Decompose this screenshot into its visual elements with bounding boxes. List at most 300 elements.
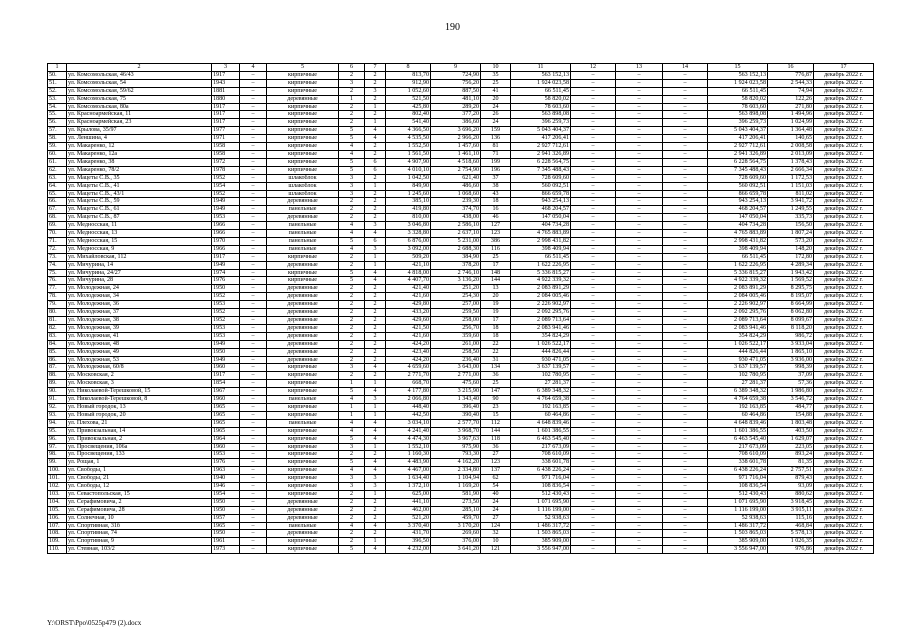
table-cell: 2 008,58	[768, 143, 814, 151]
table-cell: панельные	[267, 522, 339, 530]
table-cell: 37,09	[768, 372, 814, 380]
table-cell: 147	[481, 388, 511, 396]
table-cell: 3 136,20	[431, 277, 481, 285]
table-cell: –	[663, 522, 708, 530]
table-cell: 930 471,05	[511, 356, 571, 364]
table-cell: –	[616, 483, 663, 491]
table-cell: –	[571, 324, 616, 332]
table-cell: 236,40	[431, 356, 481, 364]
table-cell: 6 438 226,24	[511, 467, 571, 475]
table-cell: 122,26	[768, 95, 814, 103]
table-cell: 23	[481, 403, 511, 411]
table-cell: 258,00	[431, 317, 481, 325]
table-row	[48, 190, 874, 198]
table-cell: 573,20	[768, 237, 814, 245]
table-cell: 81.	[48, 317, 67, 325]
table-cell: 109.	[48, 538, 67, 546]
table-cell: –	[240, 166, 267, 174]
table-cell: 1 026 522,17	[708, 340, 768, 348]
table-cell: 1 457,60	[431, 143, 481, 151]
table-cell: 1 986,80	[768, 388, 814, 396]
table-cell: 793,30	[431, 451, 481, 459]
table-cell: 1967	[212, 388, 240, 396]
table-cell: –	[240, 253, 267, 261]
table-cell: –	[240, 498, 267, 506]
table-cell: 1	[339, 403, 365, 411]
table-cell: 1 486 317,72	[708, 522, 768, 530]
table-cell: –	[240, 293, 267, 301]
table-cell: 271,80	[768, 103, 814, 111]
table-cell: декабрь 2022 г.	[814, 103, 874, 111]
table-cell: 8 195,07	[768, 293, 814, 301]
table-cell: 36	[481, 443, 511, 451]
table-cell: –	[240, 372, 267, 380]
table-cell: –	[571, 451, 616, 459]
table-cell: 15	[481, 411, 511, 419]
table-cell: 429,60	[386, 317, 431, 325]
table-cell: 421,60	[386, 293, 431, 301]
table-cell: 2 013,09	[768, 150, 814, 158]
table-cell: декабрь 2022 г.	[814, 348, 874, 356]
table-cell: деревянные	[267, 348, 339, 356]
table-cell: 69.	[48, 222, 67, 230]
table-cell: 127	[481, 222, 511, 230]
table-cell: 2 746,10	[431, 269, 481, 277]
table-cell: 1940	[212, 475, 240, 483]
table-cell: –	[240, 190, 267, 198]
table-cell: 4	[365, 135, 386, 143]
table-cell: 27	[481, 451, 511, 459]
table-cell: 2 544,33	[768, 79, 814, 87]
table-cell: 943 254,13	[708, 198, 768, 206]
table-cell: 1 151,03	[768, 182, 814, 190]
table-cell: 1953	[212, 324, 240, 332]
table-cell: 2 083 941,46	[708, 324, 768, 332]
table-row	[48, 546, 874, 554]
table-cell: –	[571, 222, 616, 230]
table-cell: декабрь 2022 г.	[814, 317, 874, 325]
table-cell: 419,80	[386, 206, 431, 214]
table-cell: 1917	[212, 372, 240, 380]
table-cell: 4	[365, 277, 386, 285]
table-cell: –	[616, 103, 663, 111]
table-cell: 144	[481, 277, 511, 285]
table-cell: 2	[365, 206, 386, 214]
table-cell: 22	[481, 340, 511, 348]
table-cell: –	[663, 317, 708, 325]
table-cell: –	[571, 538, 616, 546]
table-cell: 1965	[212, 522, 240, 530]
table-cell: 1	[365, 411, 386, 419]
table-cell: 1 160,30	[386, 451, 431, 459]
table-cell: 4 535,50	[386, 135, 431, 143]
table-cell: –	[616, 309, 663, 317]
table-cell: –	[616, 538, 663, 546]
table-row	[48, 522, 874, 530]
table-cell: декабрь 2022 г.	[814, 206, 874, 214]
table-cell: –	[616, 253, 663, 261]
table-cell: деревянные	[267, 293, 339, 301]
table-row	[48, 182, 874, 190]
table-cell: –	[663, 182, 708, 190]
table-cell: –	[663, 261, 708, 269]
table-cell: 1960	[212, 443, 240, 451]
table-cell: 2	[365, 111, 386, 119]
table-cell: 74.	[48, 261, 67, 269]
table-cell: 98.	[48, 451, 67, 459]
table-cell: ул. Свободы, 1	[67, 467, 212, 475]
table-cell: 89.	[48, 380, 67, 388]
table-cell: –	[571, 301, 616, 309]
table-cell: 78 603,60	[511, 103, 571, 111]
table-cell: –	[663, 158, 708, 166]
table-cell: декабрь 2022 г.	[814, 119, 874, 127]
table-cell: 66 511,45	[511, 87, 571, 95]
table-cell: 3 643,00	[431, 364, 481, 372]
table-cell: –	[571, 103, 616, 111]
table-cell: ул. Мацеты С.В., 87	[67, 214, 212, 222]
table-cell: 509,20	[386, 253, 431, 261]
table-cell: 1881	[212, 87, 240, 95]
table-cell: панельные	[267, 237, 339, 245]
table-cell: деревянные	[267, 214, 339, 222]
table-cell: 5	[339, 237, 365, 245]
table-cell: 971 716,04	[511, 475, 571, 483]
table-cell: 5	[339, 459, 365, 467]
table-cell: 2 966,20	[431, 135, 481, 143]
table-cell: 1950	[212, 285, 240, 293]
table-cell: 19	[481, 301, 511, 309]
header-cell: 15	[708, 64, 768, 72]
table-cell: 1 364,48	[768, 127, 814, 135]
table-cell: 136	[481, 135, 511, 143]
table-cell: 66 511,45	[708, 253, 768, 261]
table-cell: 261,00	[431, 340, 481, 348]
table-cell: –	[663, 340, 708, 348]
table-cell: 72.	[48, 245, 67, 253]
table-cell: –	[616, 182, 663, 190]
table-cell: –	[663, 506, 708, 514]
table-cell: 3 918,45	[768, 498, 814, 506]
table-cell: 398 409,94	[708, 245, 768, 253]
table-row	[48, 411, 874, 419]
table-cell: 5	[339, 277, 365, 285]
table-cell: 468 204,57	[511, 206, 571, 214]
table-cell: 1977	[212, 127, 240, 135]
table-cell: 486,60	[431, 182, 481, 190]
table-cell: –	[663, 206, 708, 214]
table-cell: 2	[339, 538, 365, 546]
table-cell: 6 463 545,40	[511, 435, 571, 443]
table-cell: декабрь 2022 г.	[814, 135, 874, 143]
table-cell: –	[240, 261, 267, 269]
table-cell: кирпичные	[267, 71, 339, 79]
table-cell: –	[571, 119, 616, 127]
header-cell: 13	[616, 64, 663, 72]
table-cell: 1 494,96	[768, 111, 814, 119]
table-cell: ул. Новый городок, 13	[67, 403, 212, 411]
table-cell: 4 162,20	[431, 459, 481, 467]
table-cell: 77.	[48, 285, 67, 293]
table-cell: 2	[365, 95, 386, 103]
table-cell: 1950	[212, 348, 240, 356]
table-cell: 1950	[212, 498, 240, 506]
table-cell: ул. Молодежная, 38	[67, 317, 212, 325]
table-cell: 100.	[48, 467, 67, 475]
table-cell: 2	[339, 372, 365, 380]
table-row	[48, 261, 874, 269]
table-cell: деревянные	[267, 506, 339, 514]
table-cell: ул. Комсомольская, 75	[67, 95, 212, 103]
table-cell: –	[571, 261, 616, 269]
table-cell: 60 464,86	[708, 411, 768, 419]
table-cell: –	[663, 174, 708, 182]
table-cell: –	[663, 490, 708, 498]
table-cell: 1 116 199,00	[511, 506, 571, 514]
table-cell: –	[616, 230, 663, 238]
table-cell: 930 471,05	[708, 356, 768, 364]
table-cell: ул. Макаренко, 78/2	[67, 166, 212, 174]
table-row	[48, 135, 874, 143]
table-cell: декабрь 2022 г.	[814, 71, 874, 79]
table-cell: 1953	[212, 214, 240, 222]
table-cell: 5 043 404,37	[511, 127, 571, 135]
table-cell: 3	[365, 483, 386, 491]
table-cell: 335,73	[768, 214, 814, 222]
table-cell: 6 228 564,75	[511, 158, 571, 166]
table-cell: –	[663, 119, 708, 127]
table-cell: 2	[339, 348, 365, 356]
table-cell: 5	[339, 127, 365, 135]
table-cell: 66 511,45	[511, 253, 571, 261]
table-cell: 385 909,00	[708, 538, 768, 546]
table-cell: кирпичные	[267, 403, 339, 411]
table-cell: 258,50	[431, 348, 481, 356]
table-cell: 1946	[212, 483, 240, 491]
table-cell: –	[571, 230, 616, 238]
table-row	[48, 206, 874, 214]
table-cell: 581,90	[431, 490, 481, 498]
table-cell: 2	[339, 119, 365, 127]
table-cell: 2	[339, 206, 365, 214]
table-cell: –	[616, 71, 663, 79]
table-cell: декабрь 2022 г.	[814, 396, 874, 404]
table-cell: –	[240, 546, 267, 554]
table-cell: 386	[481, 237, 511, 245]
table-cell: ул. Мацеты С.В., 59	[67, 198, 212, 206]
header-cell: 6	[339, 64, 365, 72]
table-cell: 1965	[212, 419, 240, 427]
table-row	[48, 79, 874, 87]
table-cell: 63.	[48, 174, 67, 182]
table-cell: 2	[339, 87, 365, 95]
table-cell: 424,20	[386, 340, 431, 348]
table-cell: декабрь 2022 г.	[814, 388, 874, 396]
table-cell: –	[616, 514, 663, 522]
table-cell: декабрь 2022 г.	[814, 245, 874, 253]
table-cell: 59.	[48, 143, 67, 151]
table-cell: 887,50	[431, 87, 481, 95]
table-cell: –	[571, 396, 616, 404]
table-cell: 1 042,50	[386, 174, 431, 182]
table-cell: –	[240, 443, 267, 451]
table-cell: ул. Молодежная, 53	[67, 356, 212, 364]
table-cell: –	[240, 182, 267, 190]
table-cell: 359,60	[431, 332, 481, 340]
table-cell: 18	[481, 332, 511, 340]
header-cell: 17	[814, 64, 874, 72]
table-cell: –	[663, 143, 708, 151]
table-cell: 354 824,29	[511, 332, 571, 340]
table-cell: –	[240, 324, 267, 332]
table-cell: 86.	[48, 356, 67, 364]
table-cell: –	[240, 150, 267, 158]
table-cell: –	[571, 317, 616, 325]
table-cell: –	[663, 396, 708, 404]
table-cell: 2	[339, 285, 365, 293]
table-cell: 1 569,52	[768, 277, 814, 285]
table-cell: кирпичные	[267, 435, 339, 443]
table-cell: декабрь 2022 г.	[814, 237, 874, 245]
table-cell: 52 938,63	[708, 514, 768, 522]
table-cell: ул. Красноармейская, 23	[67, 119, 212, 127]
table-cell: –	[571, 127, 616, 135]
table-cell: 2	[365, 530, 386, 538]
table-cell: ул. Леншина, 4	[67, 135, 212, 143]
table-cell: –	[663, 222, 708, 230]
table-cell: 110.	[48, 546, 67, 554]
table-cell: –	[616, 403, 663, 411]
header-cell: 12	[571, 64, 616, 72]
table-cell: 2 092 295,76	[708, 309, 768, 317]
table-cell: 1952	[212, 190, 240, 198]
table-row	[48, 214, 874, 222]
table-cell: кирпичные	[267, 451, 339, 459]
table-row	[48, 293, 874, 301]
table-cell: 2	[339, 293, 365, 301]
table-cell: 1973	[212, 546, 240, 554]
table-cell: –	[571, 309, 616, 317]
table-row	[48, 451, 874, 459]
table-cell: 2	[339, 490, 365, 498]
table-cell: –	[663, 237, 708, 245]
table-cell: 802,40	[386, 111, 431, 119]
table-cell: декабрь 2022 г.	[814, 87, 874, 95]
table-cell: 67.	[48, 206, 67, 214]
table-cell: 3 696,20	[431, 127, 481, 135]
table-cell: 728 609,60	[511, 174, 571, 182]
table-cell: 417 206,41	[511, 135, 571, 143]
table-cell: 108 836,54	[511, 483, 571, 491]
table-cell: кирпичные	[267, 127, 339, 135]
table-cell: 2	[365, 498, 386, 506]
table-cell: 4	[339, 143, 365, 151]
table-cell: 512 430,43	[708, 490, 768, 498]
table-cell: –	[663, 498, 708, 506]
table-cell: 2	[339, 111, 365, 119]
table-cell: 70.	[48, 230, 67, 238]
table-cell: 1	[365, 380, 386, 388]
table-cell: 2 586,10	[431, 222, 481, 230]
table-cell: панельные	[267, 230, 339, 238]
table-row	[48, 348, 874, 356]
table-cell: кирпичные	[267, 443, 339, 451]
table-cell: –	[571, 87, 616, 95]
table-cell: –	[571, 483, 616, 491]
table-cell: ул. Стевная, 103/2	[67, 546, 212, 554]
table-cell: 2	[365, 150, 386, 158]
table-cell: –	[616, 87, 663, 95]
table-cell: 147 050,04	[708, 214, 768, 222]
table-cell: –	[240, 95, 267, 103]
table-cell: 1 071 695,90	[708, 498, 768, 506]
table-cell: 756,20	[431, 79, 481, 87]
table-cell: 421,50	[386, 324, 431, 332]
table-cell: декабрь 2022 г.	[814, 158, 874, 166]
table-cell: 4 483,90	[386, 459, 431, 467]
table-cell: кирпичные	[267, 388, 339, 396]
table-row	[48, 483, 874, 491]
table-cell: кирпичные	[267, 364, 339, 372]
table-cell: 943 254,13	[511, 198, 571, 206]
table-cell: декабрь 2022 г.	[814, 166, 874, 174]
table-cell: 429,80	[386, 301, 431, 309]
table-cell: 7 345 488,43	[511, 166, 571, 174]
table-cell: –	[571, 356, 616, 364]
table-cell: ул. Солнечная, 10	[67, 514, 212, 522]
table-cell: –	[571, 111, 616, 119]
table-cell: 384,90	[431, 253, 481, 261]
table-cell: 2	[339, 324, 365, 332]
table-cell: 16	[481, 206, 511, 214]
table-cell: 1 503 865,03	[511, 530, 571, 538]
table-cell: 1917	[212, 71, 240, 79]
table-cell: –	[663, 546, 708, 554]
table-cell: 38	[481, 182, 511, 190]
table-cell: ул. Серафимовича, 28	[67, 506, 212, 514]
table-cell: 3 968,70	[431, 427, 481, 435]
table-cell: –	[616, 546, 663, 554]
table-cell: ул. Макаренко, 38	[67, 158, 212, 166]
table-cell: кирпичные	[267, 87, 339, 95]
table-row	[48, 356, 874, 364]
table-cell: 1954	[212, 490, 240, 498]
table-cell: 2	[365, 309, 386, 317]
table-cell: декабрь 2022 г.	[814, 309, 874, 317]
table-row	[48, 237, 874, 245]
table-cell: 54	[481, 483, 511, 491]
table-cell: 1 071 695,90	[511, 498, 571, 506]
table-cell: 4	[365, 388, 386, 396]
table-cell: деревянные	[267, 340, 339, 348]
table-cell: –	[616, 158, 663, 166]
table-cell: 404 734,28	[511, 222, 571, 230]
table-cell: кирпичные	[267, 372, 339, 380]
table-cell: декабрь 2022 г.	[814, 451, 874, 459]
table-cell: 3	[365, 245, 386, 253]
table-cell: –	[616, 498, 663, 506]
table-cell: 256,70	[431, 324, 481, 332]
table-cell: 75.	[48, 269, 67, 277]
table-cell: 102.	[48, 483, 67, 491]
table-cell: 4	[339, 230, 365, 238]
table-cell: 811,02	[768, 190, 814, 198]
table-cell: 2 083 941,46	[511, 324, 571, 332]
table-cell: 239,30	[431, 198, 481, 206]
table-cell: –	[663, 309, 708, 317]
table-cell: декабрь 2022 г.	[814, 506, 874, 514]
table-cell: 4 232,00	[386, 546, 431, 554]
